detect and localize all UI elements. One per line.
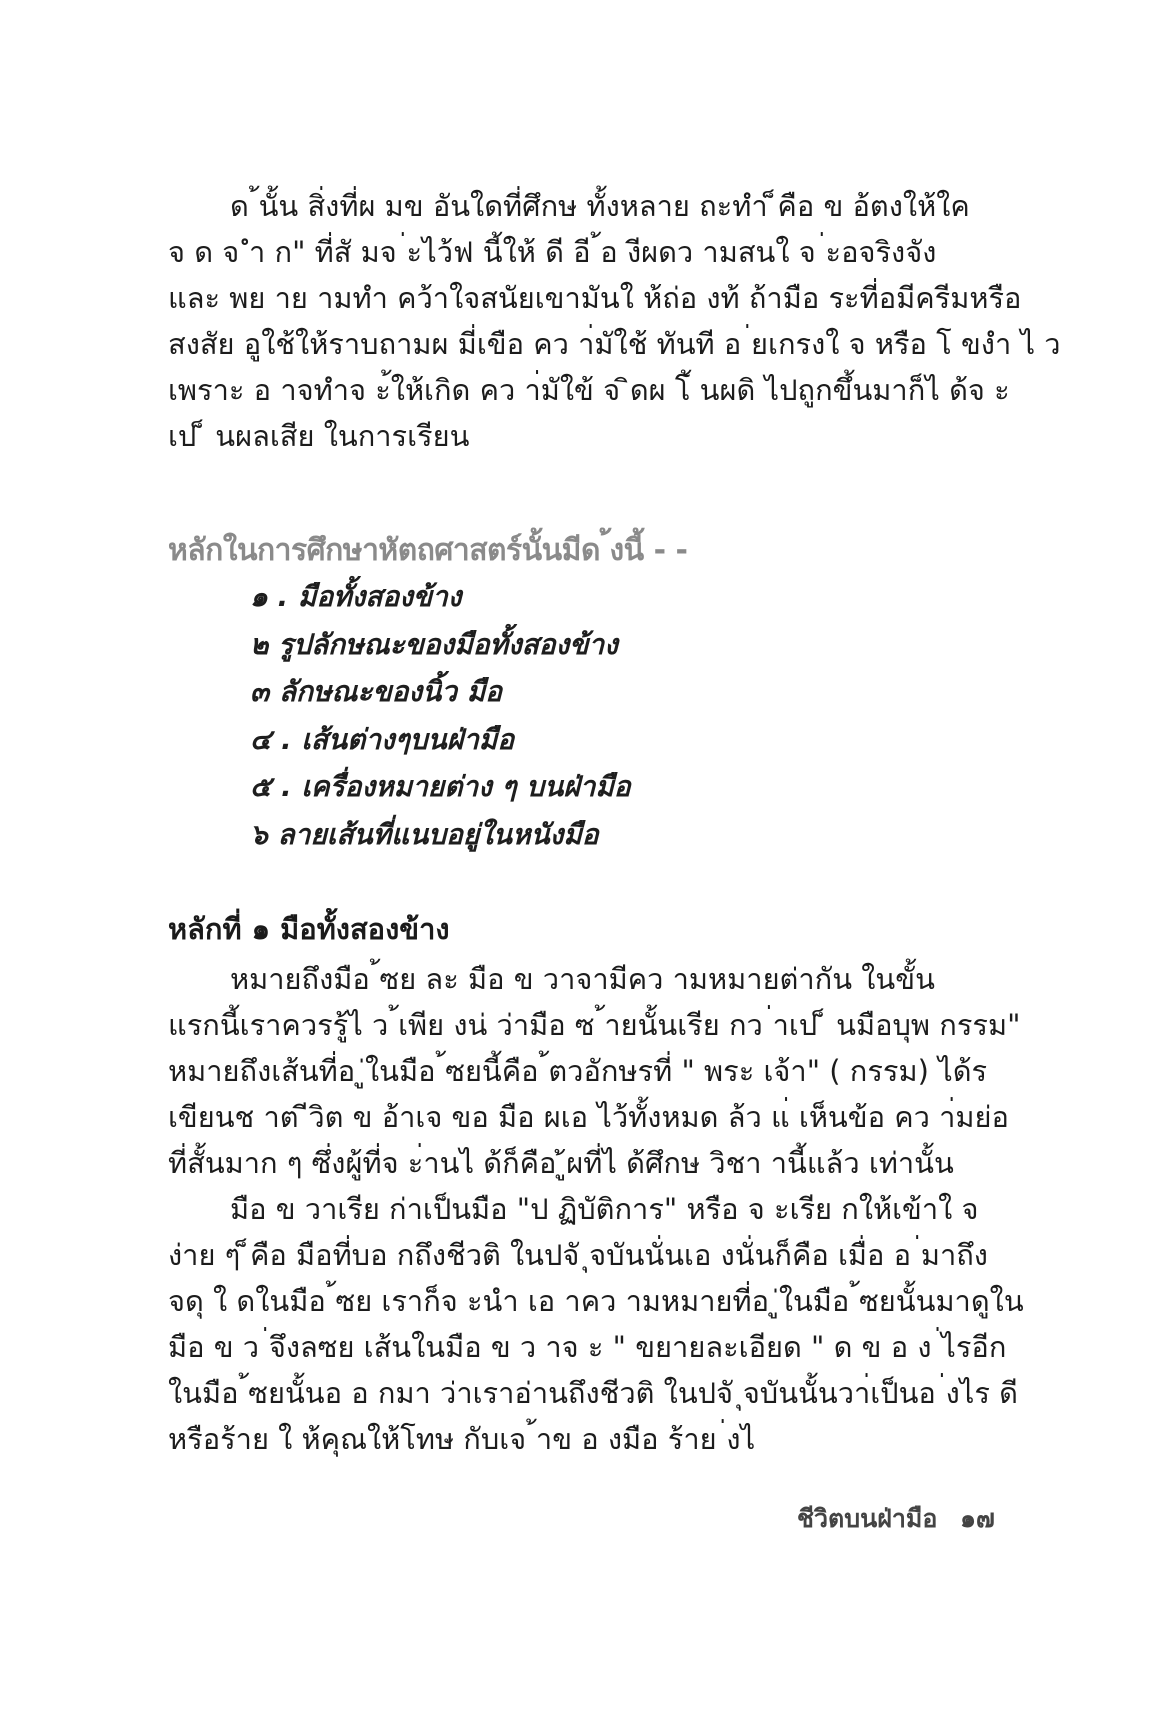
paragraph-line: แรกนี้เราควรรู้ไ ว ้เพีย งน่ ว่ามือ ซ ้ายนั้นเรีย กว ่าเป ็ นมือบุพ กรรม" xyxy=(168,1008,1021,1042)
paragraph-line: หมายถึงเส้นที่อ ู่ในมือ ้ซยนี้คือ ้ตวอักษรที่ " พระ เจ้า" ( กรรม) ได้ร xyxy=(168,1054,988,1088)
intro-paragraph xyxy=(168,183,1061,459)
paragraph-line: มือ ข วาเรีย ก่าเป็นมือ "ป ฏิบัติการ" หรือ จ ะเรีย กให้เข้าใ จ xyxy=(230,1192,979,1226)
page-number: ๑๗ xyxy=(960,1504,995,1533)
paragraph-line: จ ด จ ำ ก" ที่สั มจ ่ะไว้ฟ นี้ให้ ดี อี ้อ งีผดว ามสนใ จ ่ะอจริงจัง xyxy=(168,235,937,269)
paragraph-line: จดุ ใ ดในมือ ้ซย เราก็จ ะนำ เอ าคว ามหมายที่อ ู่ในมือ ้ซยนั้นมาดูใน xyxy=(168,1284,1024,1318)
paragraph-line: มือ ข ว ่จึงลซย เส้นในมือ ข ว าจ ะ " ขยายละเอียด " ด ข อ ง ่ไรอีก xyxy=(168,1330,1007,1364)
paragraph-line: ที่สั้นมาก ๆ ซึ่งผู้ที่จ ะ่านไ ด้ก็คือ ู้ผที่ไ ด้ศึกษ วิชา านี้แล้ว เท่านั้น xyxy=(168,1146,954,1180)
paragraph-line: สงสัย อูใช้ให้ราบถามผ มี่เขือ คว า่มัใช้ ทันที อ ่ยเกรงใ จ หรือ โ ขงำ ไ ว xyxy=(168,327,1061,361)
topic-item: ๖ ลายเส้นที่แนบอยู่ในหนังมือ xyxy=(250,817,599,851)
topic-item: ๑ . มือทั้งสองข้าง xyxy=(250,580,462,613)
topic-item: ๔ . เส้นต่างๆบนฝ่ามือ xyxy=(250,722,515,756)
topic-list xyxy=(250,573,631,858)
paragraph-line: หรือร้าย ใ ห้คุณให้โทษ กับเจ ้าข อ งมือ ร้าย ่งไ xyxy=(168,1422,756,1456)
paragraph-line: ง่าย ๆ ็คือ มือที่บอ กถึงชีวติ ในปจั ุจบันนั่นเอ งนั่นก็คือ เมื่อ อ ่มาถึง xyxy=(168,1238,988,1272)
principle-paragraph xyxy=(168,956,1024,1462)
page-footer xyxy=(797,1499,995,1539)
paragraph-line: เป ็ นผลเสีย ในการเรียน xyxy=(168,419,470,453)
topic-item: ๕ . เครื่องหมายต่าง ๆ บนฝ่ามือ xyxy=(250,770,631,803)
paragraph-line: เพราะ อ าจทำจ ะ้ให้เกิด คว า่มัใข้ จ ิดผ โ้ นผดิ ไปถูกขึ้นมาก็ไ ด้จ ะ xyxy=(168,373,1010,407)
paragraph-line: ในมือ ้ซยนั้นอ อ กมา ว่าเราอ่านถึงชีวติ ในปจั ุจบันนั้นวา่เป็นอ ่งไร ดี xyxy=(168,1376,1018,1410)
paragraph-line: หมายถึงมือ ้ซย ละ มือ ข วาจามีคว ามหมายต่ากัน ในขั้น xyxy=(230,962,935,996)
running-title: ชีวิตบนฝ่ามือ xyxy=(797,1504,938,1533)
section-heading: หลักในการศึกษาหัตถศาสตร์นั้นมีด ้งนี้ - - xyxy=(168,533,688,568)
topic-item: ๒ รูปลักษณะของมือทั้งสองข้าง xyxy=(250,627,618,661)
paragraph-line: ด ้นั้น สิ่งที่ผ มข อันใดที่ศึกษ ทั้งหลาย ถะทำ ็คือ ข อ้ตงให้ใค xyxy=(230,189,970,223)
paragraph-line: และ พย าย ามทำ คว้าใจสนัยเขามันใ ห้ถ่อ งท้ ถ้ามือ ระที่อมีครีมหรือ xyxy=(168,281,1022,315)
principle-heading: หลักที่ ๑ มือทั้งสองข้าง xyxy=(168,912,450,946)
topic-item: ๓ ลักษณะของนิ้ว มือ xyxy=(250,675,502,708)
paragraph-line: เขียนช าต ีวิต ข อ้าเจ ขอ มือ ผเอ ไว้ทั้งหมด ล้ว แ่ เห็นข้อ คว า่มย่อ xyxy=(168,1100,1009,1134)
